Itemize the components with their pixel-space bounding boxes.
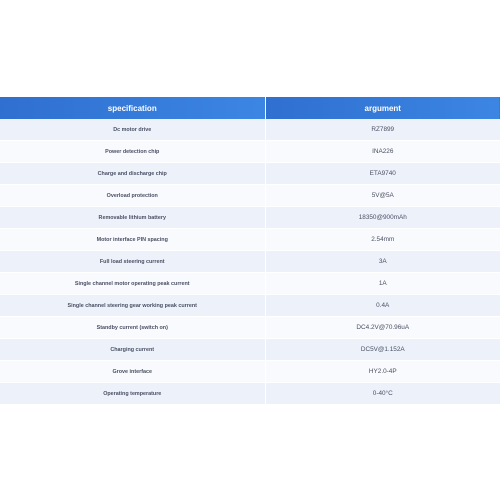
row-argument: 18350@900mAh (265, 207, 500, 229)
table-row (0, 119, 500, 141)
row-argument: 3A (265, 251, 500, 273)
table-row (0, 163, 500, 185)
row-argument: INA226 (265, 141, 500, 163)
row-specification: Overload protection (0, 185, 265, 207)
row-specification: Single channel steering gear working peak current (0, 295, 265, 317)
row-specification: Single channel motor operating peak current (0, 273, 265, 295)
table-row (0, 207, 500, 229)
row-specification: Power detection chip (0, 141, 265, 163)
row-argument: ETA9740 (265, 163, 500, 185)
row-specification: Grove interface (0, 361, 265, 383)
row-specification: Standby current (switch on) (0, 317, 265, 339)
table-row (0, 361, 500, 383)
row-specification: Charge and discharge chip (0, 163, 265, 185)
row-argument: 2.54mm (265, 229, 500, 251)
specification-table (0, 97, 500, 405)
row-argument: DC5V@1.152A (265, 339, 500, 361)
row-specification: Motor interface PIN spacing (0, 229, 265, 251)
row-argument: 0-40°C (265, 383, 500, 405)
table-row (0, 273, 500, 295)
row-argument: HY2.0-4P (265, 361, 500, 383)
header-specification: specification (0, 97, 265, 119)
row-argument: RZ7899 (265, 119, 500, 141)
header-argument: argument (265, 97, 500, 119)
table-row (0, 295, 500, 317)
row-specification: Operating temperature (0, 383, 265, 405)
table-header-row (0, 97, 500, 119)
table-row (0, 141, 500, 163)
row-specification: Full load steering current (0, 251, 265, 273)
row-specification: Dc motor drive (0, 119, 265, 141)
table-row (0, 383, 500, 405)
row-argument: DC4.2V@70.96uA (265, 317, 500, 339)
table-row (0, 251, 500, 273)
table-row (0, 185, 500, 207)
row-specification: Removable lithium battery (0, 207, 265, 229)
table-row (0, 229, 500, 251)
row-argument: 5V@5A (265, 185, 500, 207)
row-argument: 0.4A (265, 295, 500, 317)
table-row (0, 339, 500, 361)
row-specification: Charging current (0, 339, 265, 361)
row-argument: 1A (265, 273, 500, 295)
table-row (0, 317, 500, 339)
